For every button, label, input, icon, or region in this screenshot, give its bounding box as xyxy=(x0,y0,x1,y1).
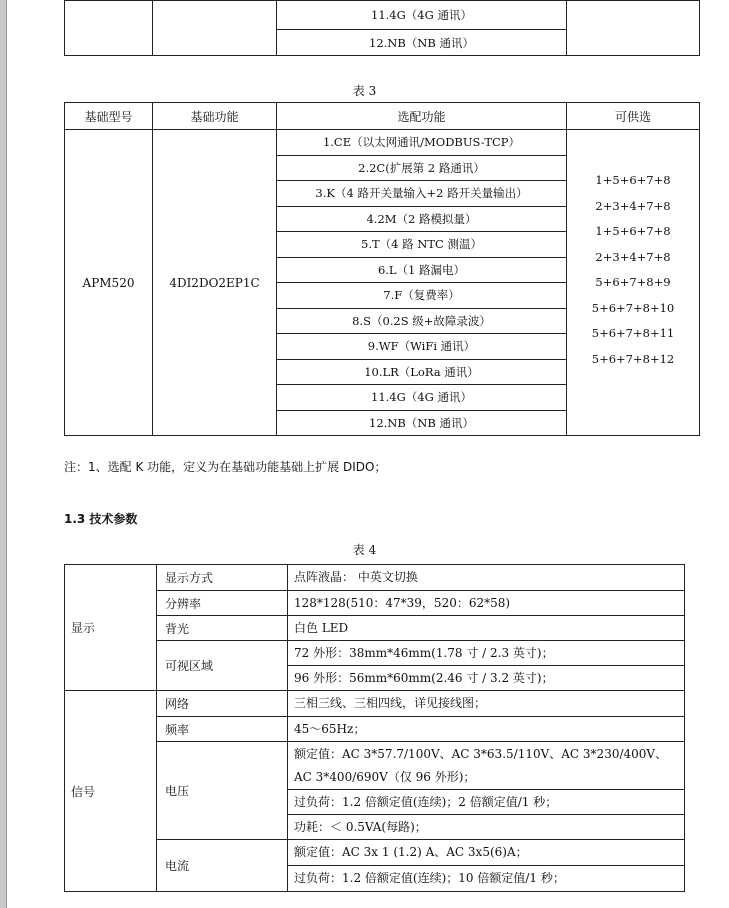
continued-table xyxy=(64,0,700,56)
option-cell: 8.S（0.2S 级+故障录波） xyxy=(277,308,567,334)
option-cell: 3.K（4 路开关量输入+2 路开关量输出） xyxy=(277,181,567,207)
param-value: 45～65Hz； xyxy=(288,717,685,742)
footnote: 注：1、选配 K 功能，定义为在基础功能基础上扩展 DIDO； xyxy=(64,460,387,474)
base-function-cell: 4DI2DO2EP1C xyxy=(153,130,277,436)
table-caption: 表 3 xyxy=(352,84,377,98)
table-header-row xyxy=(65,103,700,130)
param-label: 电压 xyxy=(157,742,288,840)
available-item: 5+6+7+8+9 xyxy=(595,275,671,289)
param-label: 可视区域 xyxy=(157,641,288,691)
section-cell: 显示 xyxy=(65,565,157,691)
options-table xyxy=(64,102,700,436)
option-cell: 5.T（4 路 NTC 测温） xyxy=(277,232,567,258)
param-value: 过负荷：1.2 倍额定值(连续)；10 倍额定值/1 秒； xyxy=(288,866,685,892)
option-cell: 12.NB（NB 通讯） xyxy=(277,410,567,436)
available-item: 5+6+7+8+12 xyxy=(591,351,675,366)
column-header: 可供选 xyxy=(567,103,700,130)
model-cell: APM520 xyxy=(65,130,153,436)
table-cell xyxy=(65,1,153,56)
param-value: 128*128(510：47*39，520：62*58) xyxy=(288,591,685,616)
section-heading: 1.3 技术参数 xyxy=(64,512,138,526)
param-value: 白色 LED xyxy=(288,616,685,641)
table-cell xyxy=(153,1,277,56)
table-caption: 表 4 xyxy=(352,543,377,557)
param-value: 点阵液晶： 中英文切换 xyxy=(288,565,685,591)
param-label: 显示方式 xyxy=(157,565,288,591)
available-item: 5+6+7+8+10 xyxy=(591,300,675,315)
spec-table xyxy=(64,564,685,892)
column-header: 基础型号 xyxy=(65,103,153,130)
option-cell: 11.4G（4G 通讯） xyxy=(277,385,567,411)
page-edge xyxy=(0,0,7,908)
param-value: 过负荷：1.2 倍额定值(连续)；2 倍额定值/1 秒； xyxy=(288,790,685,815)
section-cell: 信号 xyxy=(65,691,157,892)
option-cell: 6.L（1 路漏电） xyxy=(277,257,567,283)
table-cell xyxy=(567,1,700,56)
param-value: 三相三线、三相四线，详见接线图； xyxy=(288,691,685,717)
param-value: 额定值：AC 3*57.7/100V、AC 3*63.5/110V、AC 3*230/400V、AC 3*400/690V（仅 96 外形)； xyxy=(288,742,685,790)
param-value: 额定值：AC 3x 1 (1.2) A、AC 3x5(6)A； xyxy=(288,840,685,866)
available-item: 2+3+4+7+8 xyxy=(595,249,671,264)
param-label: 频率 xyxy=(157,717,288,742)
option-cell: 10.LR（LoRa 通讯） xyxy=(277,359,567,385)
option-cell: 2.2C(扩展第 2 路通讯） xyxy=(277,155,567,181)
option-cell: 11.4G（4G 通讯） xyxy=(277,1,567,30)
available-cell xyxy=(567,130,700,436)
param-value: 功耗：＜ 0.5VA(每路)； xyxy=(288,815,685,840)
option-cell: 4.2M（2 路模拟量） xyxy=(277,206,567,232)
param-label: 背光 xyxy=(157,616,288,641)
option-cell: 9.WF（WiFi 通讯） xyxy=(277,334,567,360)
param-value: 96 外形：56mm*60mm(2.46 寸 / 3.2 英寸)； xyxy=(288,666,685,691)
available-item: 1+5+6+7+8 xyxy=(595,224,671,238)
available-item: 2+3+4+7+8 xyxy=(595,198,671,213)
option-cell: 12.NB（NB 通讯） xyxy=(277,30,567,56)
param-label: 电流 xyxy=(157,840,288,892)
param-label: 网络 xyxy=(157,691,288,717)
available-item: 1+5+6+7+8 xyxy=(595,173,671,187)
option-cell: 7.F（复费率） xyxy=(277,283,567,309)
column-header: 选配功能 xyxy=(277,103,567,130)
column-header: 基础功能 xyxy=(153,103,277,130)
param-value: 72 外形：38mm*46mm(1.78 寸 / 2.3 英寸)； xyxy=(288,641,685,666)
option-cell: 1.CE（以太网通讯/MODBUS-TCP） xyxy=(277,130,567,156)
available-item: 5+6+7+8+11 xyxy=(591,326,675,340)
param-label: 分辨率 xyxy=(157,591,288,616)
